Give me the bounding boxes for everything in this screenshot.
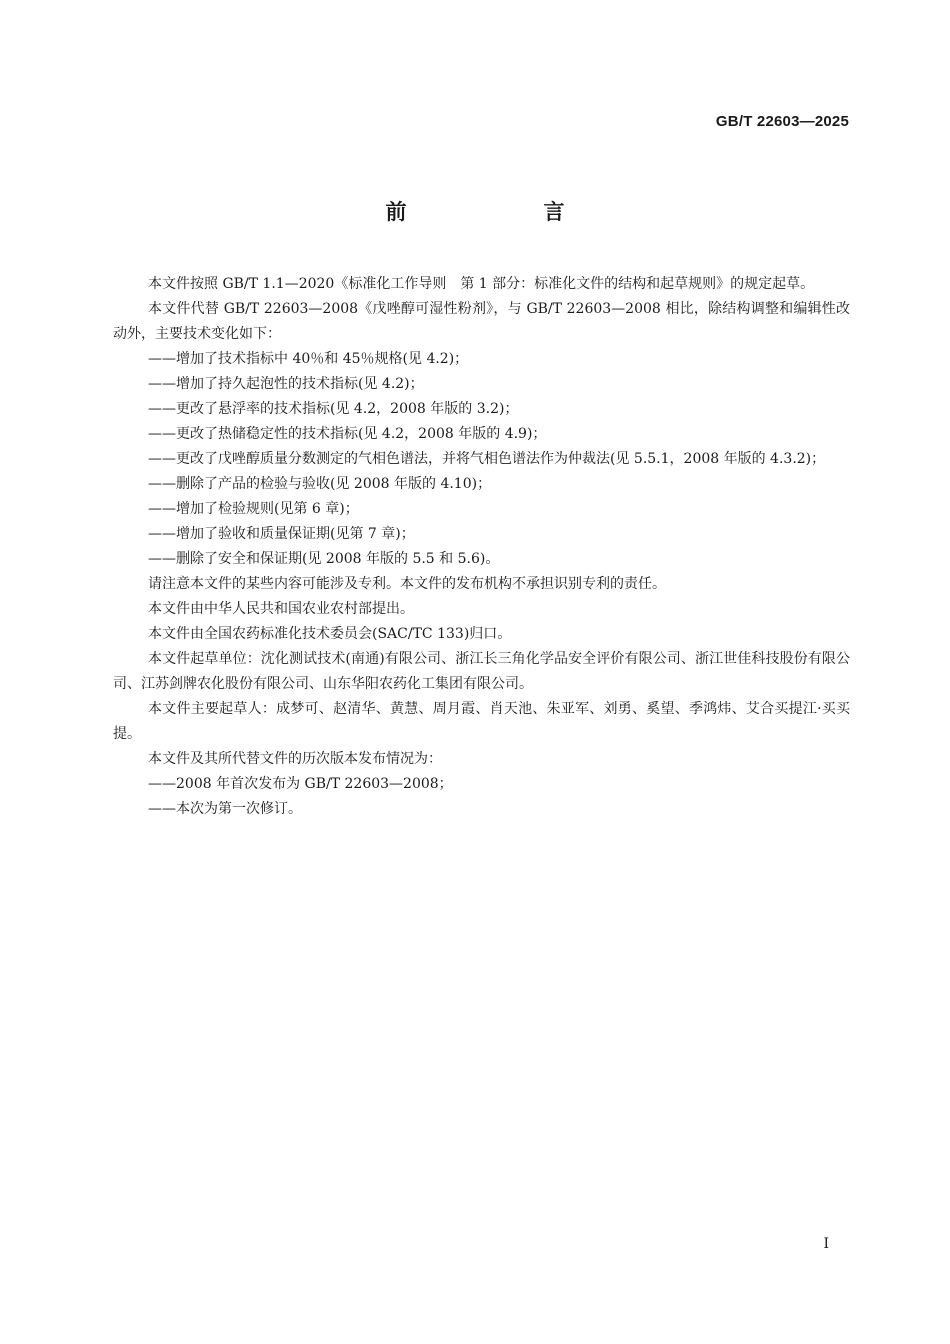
list-item <box>113 472 850 497</box>
list-item <box>113 522 850 547</box>
list-item-text: ——2008 年首次发布为 GB/T 22603—2008； <box>148 776 453 792</box>
paragraph-committee: 本文件由全国农药标准化技术委员会(SAC/TC 133)归口。 <box>148 626 512 642</box>
changes-list <box>113 347 850 572</box>
list-item-text: ——删除了产品的检验与验收(见 2008 年版的 4.10)； <box>148 476 492 492</box>
list-item <box>113 447 850 472</box>
list-item <box>113 372 850 397</box>
list-item <box>113 422 850 447</box>
paragraph-basis: 本文件按照 GB/T 1.1—2020《标准化工作导则 第 1 部分：标准化文件的结构和起草规则》的规定起草。 <box>148 276 815 292</box>
list-item <box>113 497 850 522</box>
list-item-text: ——更改了热储稳定性的技术指标(见 4.2，2008 年版的 4.9)； <box>148 426 547 442</box>
list-item <box>113 347 850 372</box>
list-item-text: ——更改了戊唑醇质量分数测定的气相色谱法，并将气相色谱法作为仲裁法(见 5.5.1，2008 年版的 4.3.2)； <box>148 451 826 467</box>
paragraph-history-intro: 本文件及其所代替文件的历次版本发布情况为： <box>148 751 442 767</box>
page-number: I <box>823 1236 829 1252</box>
page-title: 前 言 <box>385 200 623 224</box>
paragraph-drafting-units: 本文件起草单位：沈化测试技术(南通)有限公司、浙江长三角化学品安全评价有限公司、浙江世佳科技股份有限公司、江苏剑牌农化股份有限公司、山东华阳农药化工集团有限公司。 <box>113 651 850 692</box>
list-item <box>113 397 850 422</box>
list-item-text: ——本次为第一次修订。 <box>148 801 302 817</box>
paragraph-drafters: 本文件主要起草人：成梦可、赵清华、黄慧、周月霞、肖天池、朱亚军、刘勇、奚望、季鸿炜、艾合买提江·买买提。 <box>113 701 850 742</box>
list-item <box>113 547 850 572</box>
list-item-text: ——增加了技术指标中 40％和 45％规格(见 4.2)； <box>148 351 469 367</box>
list-item-text: ——增加了检验规则(见第 6 章)； <box>148 501 359 517</box>
list-item-text: ——更改了悬浮率的技术指标(见 4.2，2008 年版的 3.2)； <box>148 401 519 417</box>
paragraph-proposer: 本文件由中华人民共和国农业农村部提出。 <box>148 601 414 617</box>
list-item-text: ——增加了持久起泡性的技术指标(见 4.2)； <box>148 376 424 392</box>
list-item <box>113 797 850 822</box>
document-body <box>113 272 850 822</box>
paragraph-replacement: 本文件代替 GB/T 22603—2008《戊唑醇可湿性粉剂》，与 GB/T 22603—2008 相比，除结构调整和编辑性改动外，主要技术变化如下： <box>113 301 850 342</box>
document-code: GB/T 22603—2025 <box>715 113 849 130</box>
history-list <box>113 772 850 822</box>
list-item-text: ——删除了安全和保证期(见 2008 年版的 5.5 和 5.6)。 <box>148 551 500 567</box>
paragraph-patent-notice: 请注意本文件的某些内容可能涉及专利。本文件的发布机构不承担识别专利的责任。 <box>148 576 666 592</box>
list-item <box>113 772 850 797</box>
list-item-text: ——增加了验收和质量保证期(见第 7 章)； <box>148 526 415 542</box>
